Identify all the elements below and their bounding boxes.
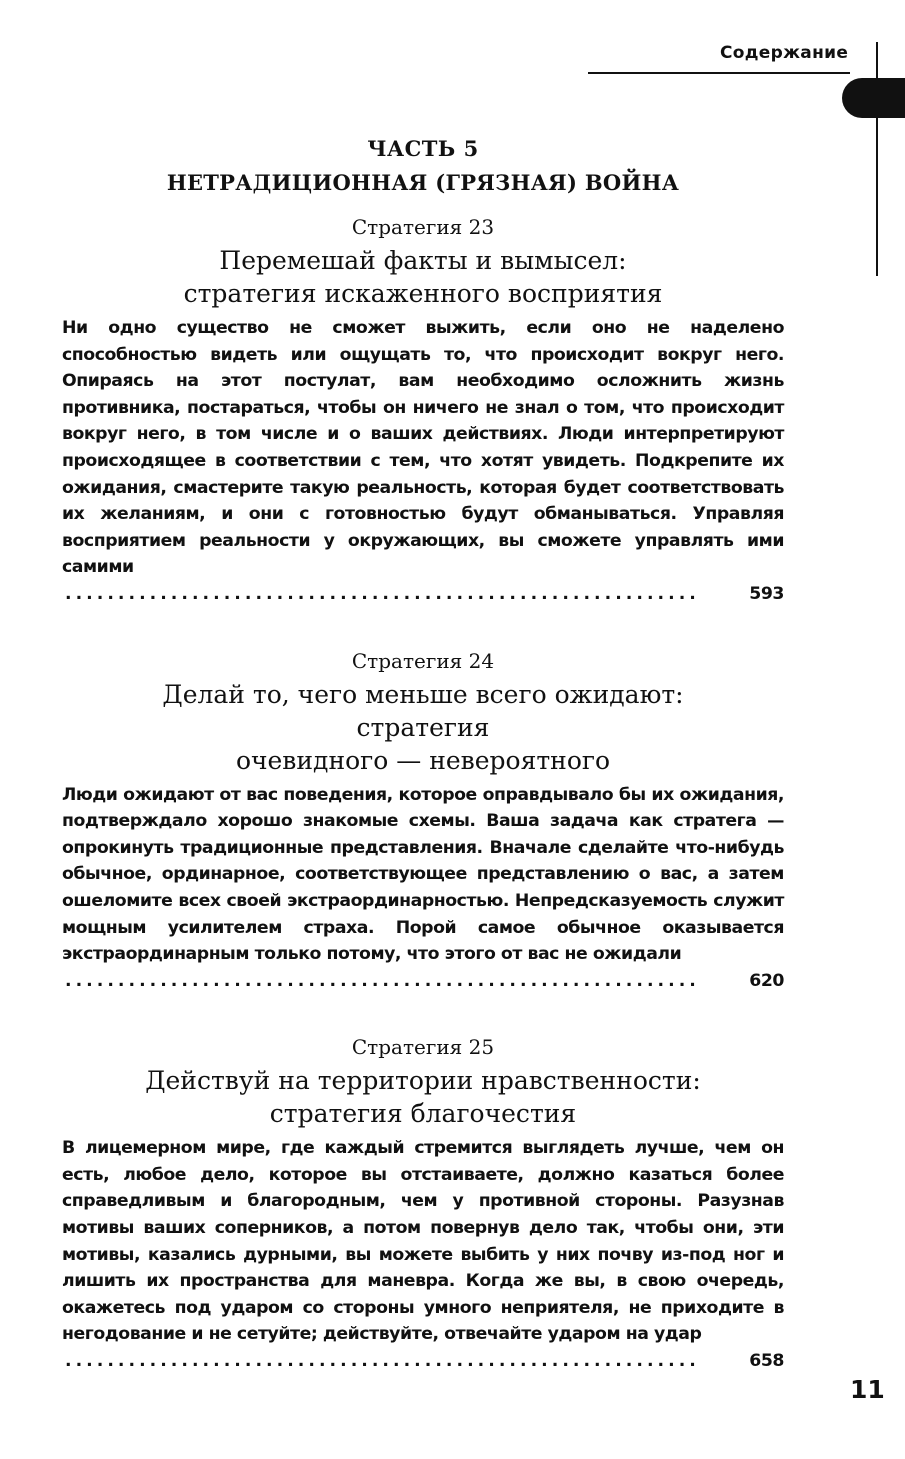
strategy-title-line: очевидного — невероятного [235, 745, 611, 775]
page-ref[interactable]: 620 [749, 970, 784, 991]
strategy-title-line: стратегия благочестия [269, 1099, 577, 1129]
page-ref[interactable]: 593 [749, 583, 784, 604]
strategy-title-line: Перемешай факты и вымысел: [219, 246, 627, 275]
strategy-title [62, 244, 784, 310]
strategy-title [62, 678, 784, 777]
strategy-description [62, 1135, 784, 1374]
toc-content [62, 132, 784, 1413]
part-number: ЧАСТЬ 5 [367, 136, 479, 161]
strategy-label: Стратегия 25 [351, 1035, 495, 1060]
description-text: В лицемерном мире, где каждый стремится выглядеть лучше, чем он есть, любое дело, которое вы отстаиваете, должно казаться более справедливым и благородным, чем у противной стороны. Разузнав мотивы ваших соперников, а потом повернув дело так, чтобы они, эти мотивы, казались дурными, вы можете выбить у них почву из-под ног и лишить их пространства для маневра. Когда же вы, в свою очередь, окажетесь под ударом со стороны умного неприятеля, не приходите в негодование и не сетуйте; действуйте, отвечайте ударом на удар [62, 1138, 784, 1345]
page-ref[interactable]: 658 [749, 1351, 784, 1372]
toc-entry-strategy-23[interactable] [62, 212, 784, 608]
strategy-title-line: стратегия искаженного восприятия [183, 279, 663, 308]
running-head: Содержание [720, 43, 849, 63]
part-title: НЕТРАДИЦИОННАЯ (ГРЯЗНАЯ) ВОЙНА [166, 170, 680, 195]
strategy-title [62, 1064, 784, 1130]
strategy-label: Стратегия 24 [351, 648, 495, 673]
strategy-description [62, 782, 784, 995]
leader-dots [65, 968, 746, 995]
leader-dots [65, 1348, 746, 1375]
description-text: Люди ожидают от вас поведения, которое оправдывало бы их ожидания, подтверждало хорошо знакомые схемы. Ваша задача как стратега — опрокинуть традиционные представления. Вначале сделайте что-нибудь обычное, ординарное, соответствующее представлению о вас, а затем ошеломите всех своей экстраординарностью. Непредсказуемость служит мощным усилителем страха. Порой самое обычное оказывается экстраординарным только потому, что этого от вас не ожидали [62, 784, 784, 965]
strategy-title-line: стратегия [356, 712, 490, 742]
page-number: 11 [850, 1375, 885, 1404]
strategy-description [62, 315, 784, 608]
strategy-label: Стратегия 23 [351, 215, 495, 239]
strategy-title-line: Действуй на территории нравственности: [145, 1066, 701, 1096]
thumb-tab-marker [842, 78, 905, 118]
strategy-title-line: Делай то, чего меньше всего ожидают: [162, 679, 684, 709]
toc-entry-strategy-24[interactable] [62, 646, 784, 995]
description-text: Ни одно существо не сможет выжить, если оно не наделено способностью видеть или ощущать то, что происходит вокруг него. Опираясь на этот постулат, вам необходимо осложнить жизнь противника, постараться, чтобы он ничего не знал о том, что происходит вокруг него, в том числе и о ваших действиях. Люди интерпретируют происходящее в соответствии с тем, что хотят увидеть. Подкрепите их ожидания, смастерите такую реальность, которая будет соответствовать их желаниям, и они с готовностью будут обманываться. Управляя восприятием реальности у окружающих, вы сможете управлять ими самими [62, 318, 784, 578]
toc-entry-strategy-25[interactable] [62, 1032, 784, 1374]
leader-dots [65, 581, 746, 608]
header-rule [588, 72, 850, 74]
